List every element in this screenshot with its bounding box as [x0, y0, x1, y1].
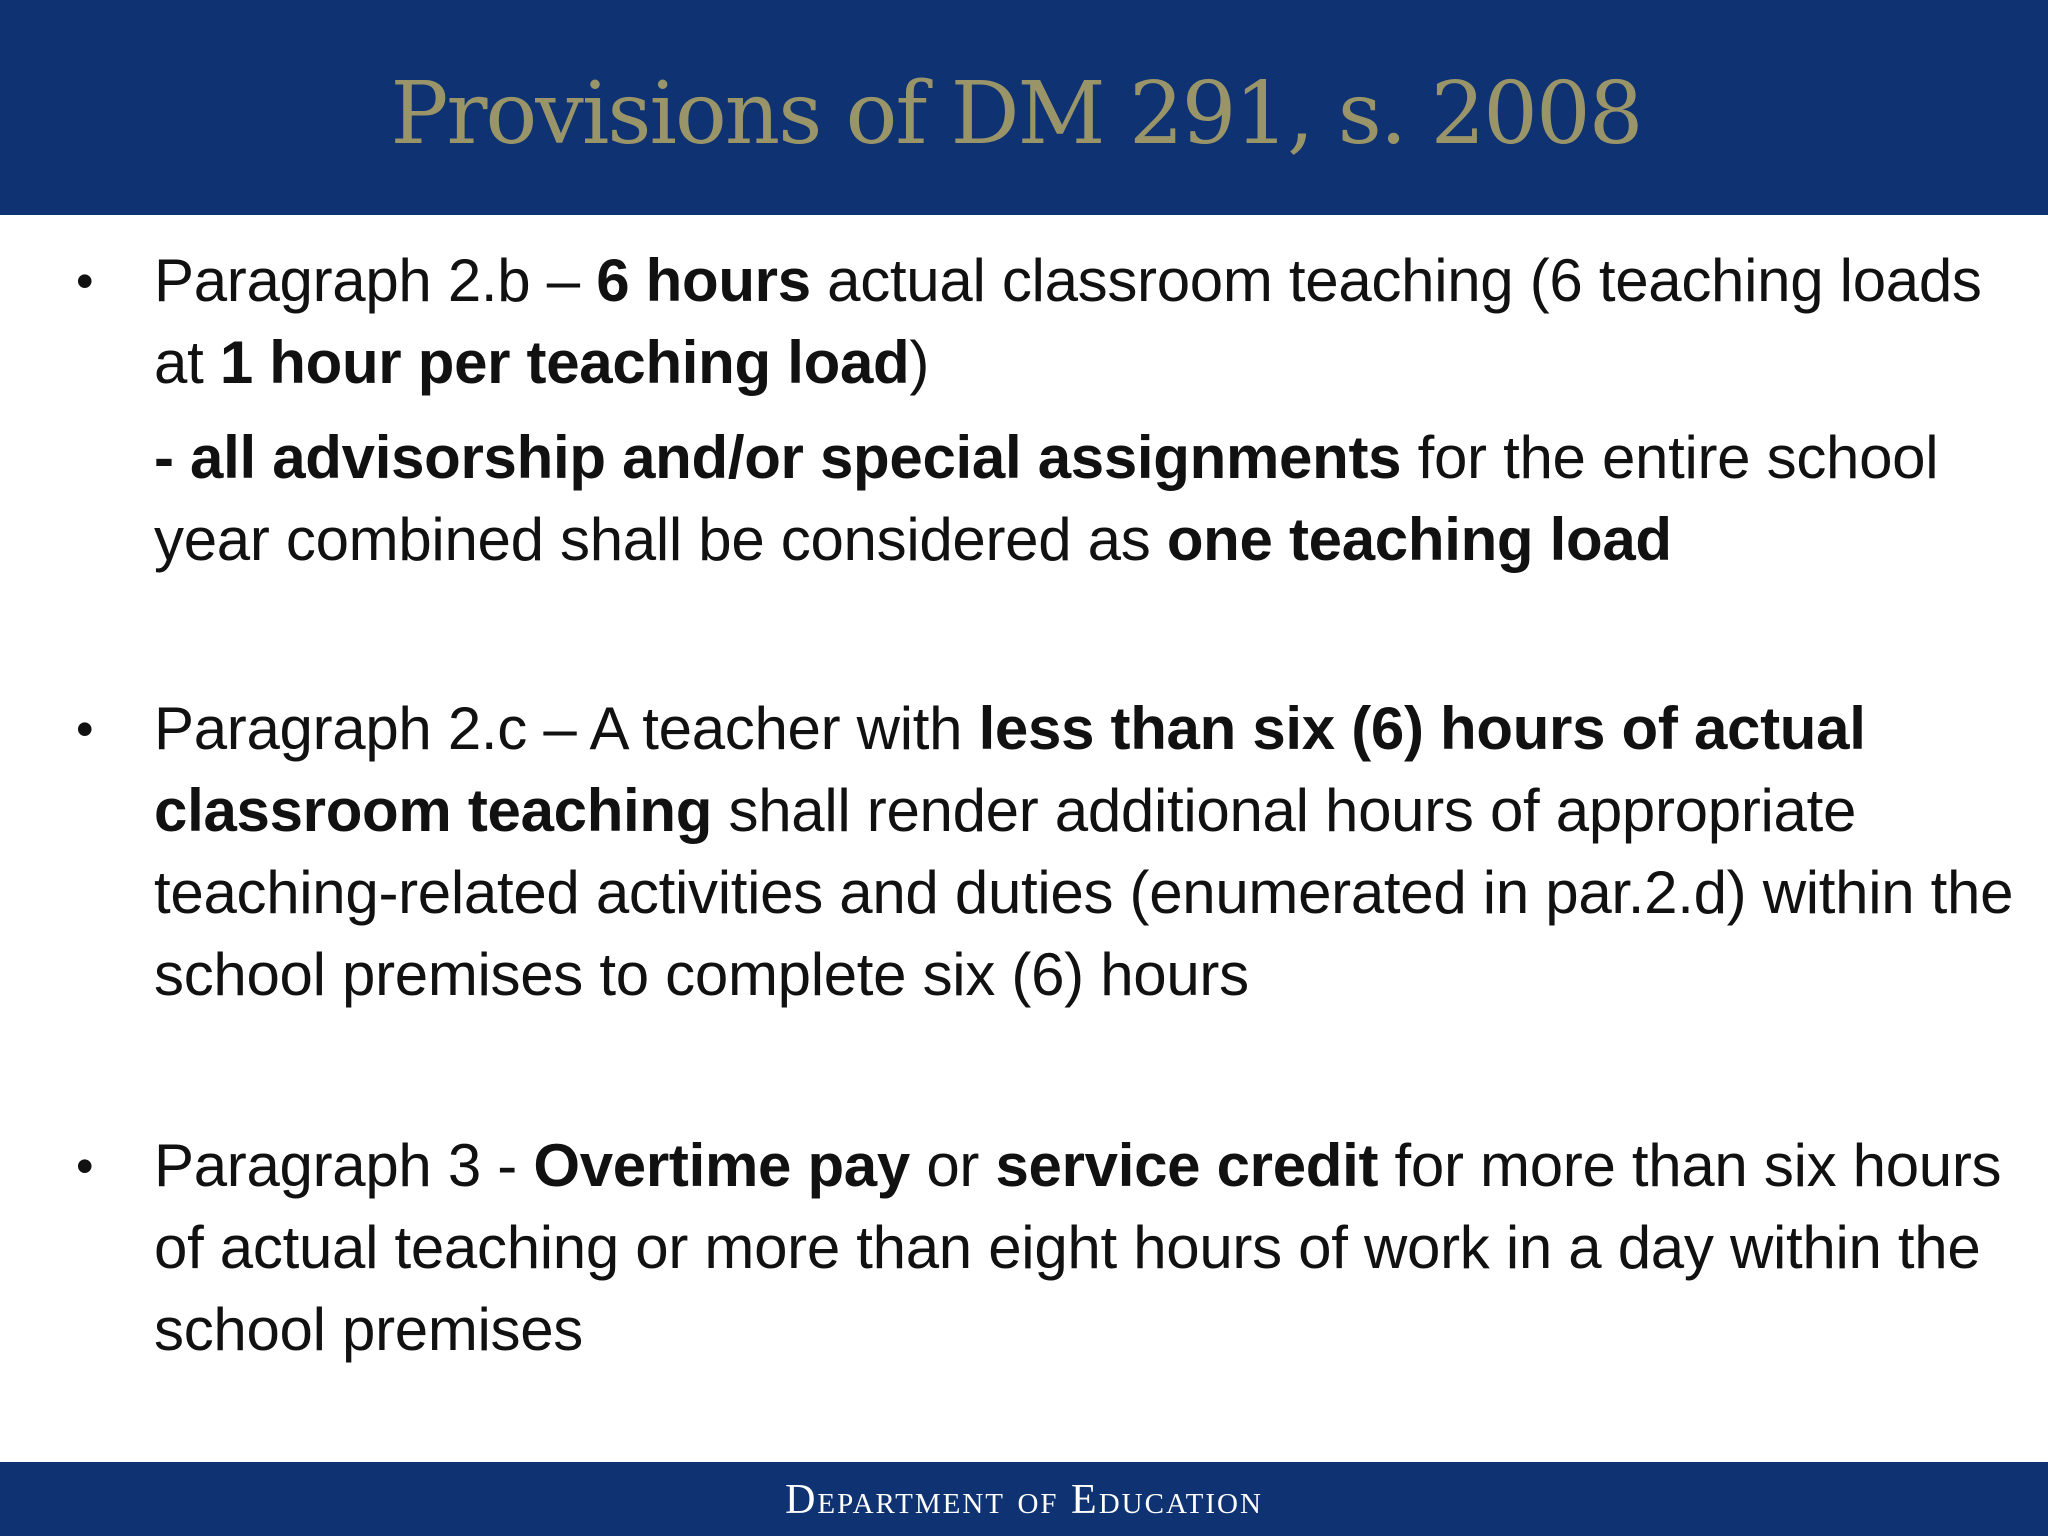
bullet-text: for the entire school year combined shall be considered as [154, 424, 1939, 573]
footer-label: Department of Education [785, 1477, 1263, 1523]
bullet-emphasis: one teaching load [1166, 506, 1672, 573]
bullet-text: Paragraph 3 - [154, 1132, 534, 1199]
bullet-text: shall render additional hours of appropriate teaching-related activities and duties (enumerated in par.2.d) within the school premises to complete six (6) hours [154, 777, 2014, 1008]
bullet-text: for more than six hours of actual teaching or more than eight hours of work in a day within the school premises [154, 1132, 2002, 1363]
bullet-point-icon: • [76, 253, 94, 309]
sub-paragraph-advisorship [154, 417, 2014, 581]
bullet-paragraph-3 [154, 1125, 2014, 1371]
bullet-emphasis: less than six (6) hours of actual classroom teaching [154, 695, 1866, 844]
bullet-emphasis: - all advisorship and/or special assignments [154, 424, 1402, 491]
bullet-text: ) [909, 329, 930, 396]
footer-bar [0, 1462, 2048, 1536]
bullet-paragraph-2b [154, 240, 2014, 404]
bullet-text: or [909, 1132, 996, 1199]
bullet-text: Paragraph 2.b – [154, 247, 597, 314]
bullet-emphasis: Overtime pay [533, 1132, 910, 1199]
bullet-emphasis: 1 hour per teaching load [219, 329, 910, 396]
bullet-text: actual classroom teaching (6 teaching loads at [154, 247, 1982, 396]
bullet-text: Paragraph 2.c – A teacher with [154, 695, 979, 762]
bullet-emphasis: service credit [995, 1132, 1379, 1199]
bullet-paragraph-2c [154, 688, 2014, 1016]
bullet-emphasis: 6 hours [596, 247, 811, 314]
bullet-point-icon: • [76, 701, 94, 757]
bullet-point-icon: • [76, 1138, 94, 1194]
slide-title: Provisions of DM 291, s. 2008 [390, 64, 1642, 164]
